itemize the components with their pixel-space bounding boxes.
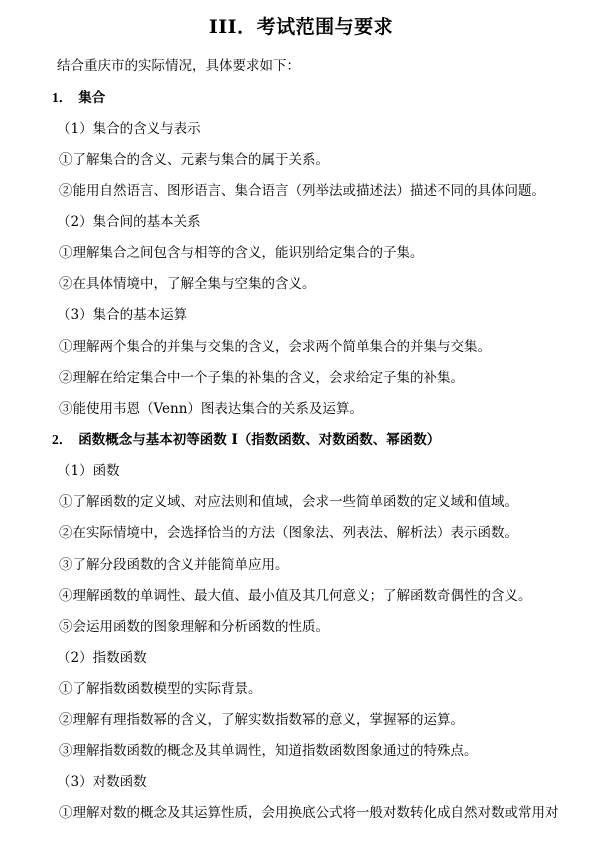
subsection-heading: （3）对数函数 bbox=[57, 774, 147, 790]
subsection-heading: （3）集合的基本运算 bbox=[57, 307, 188, 323]
section-heading-1 bbox=[52, 88, 105, 108]
subsection-heading: （2）集合间的基本关系 bbox=[57, 214, 201, 230]
requirement-item: ②在实际情境中，会选择恰当的方法（图象法、列表法、解析法）表示函数。 bbox=[59, 525, 518, 541]
requirement-item: ①了解指数函数模型的实际背景。 bbox=[59, 681, 262, 697]
section-number: 1． bbox=[52, 90, 73, 105]
subsection-heading: （1）集合的含义与表示 bbox=[57, 121, 201, 137]
section-title: 集合 bbox=[78, 90, 106, 106]
requirement-item: ①理解两个集合的并集与交集的含义，会求两个简单集合的并集与交集。 bbox=[59, 339, 491, 355]
requirement-item: ②理解有理指数幂的含义，了解实数指数幂的意义，掌握幂的运算。 bbox=[59, 712, 464, 728]
page-title: III．考试范围与要求 bbox=[208, 16, 394, 38]
subsection-heading: （2）指数函数 bbox=[57, 650, 147, 666]
requirement-item: ⑤会运用函数的图象理解和分析函数的性质。 bbox=[59, 619, 329, 635]
requirement-item: ①了解函数的定义域、对应法则和值域，会求一些简单函数的定义域和值域。 bbox=[59, 494, 518, 510]
section-number: 2． bbox=[52, 432, 73, 447]
requirement-item: ②在具体情境中，了解全集与空集的含义。 bbox=[59, 276, 316, 292]
requirement-item: ③理解指数函数的概念及其单调性，知道指数函数图象通过的特殊点。 bbox=[59, 743, 478, 759]
requirement-item: ①了解集合的含义、元素与集合的属于关系。 bbox=[59, 152, 329, 168]
intro-text: 结合重庆市的实际情况，具体要求如下： bbox=[57, 58, 300, 74]
requirement-item: ②理解在给定集合中一个子集的补集的含义，会求给定子集的补集。 bbox=[59, 370, 464, 386]
subsection-heading: （1）函数 bbox=[57, 463, 120, 479]
requirement-item: ③了解分段函数的含义并能简单应用。 bbox=[59, 557, 289, 573]
requirement-item: ④理解函数的单调性、最大值、最小值及其几何意义；了解函数奇偶性的含义。 bbox=[59, 588, 532, 604]
requirement-item: ③能使用韦恩（Venn）图表达集合的关系及运算。 bbox=[59, 401, 363, 417]
requirement-item: ①理解集合之间包含与相等的含义，能识别给定集合的子集。 bbox=[59, 245, 424, 261]
requirement-item: ①理解对数的概念及其运算性质，会用换底公式将一般对数转化成自然对数或常用对 bbox=[59, 805, 559, 821]
requirement-item: ②能用自然语言、图形语言、集合语言（列举法或描述法）描述不同的具体问题。 bbox=[59, 183, 545, 199]
section-title: 函数概念与基本初等函数 I（指数函数、对数函数、幂函数） bbox=[78, 432, 441, 448]
section-heading-2 bbox=[52, 430, 440, 450]
